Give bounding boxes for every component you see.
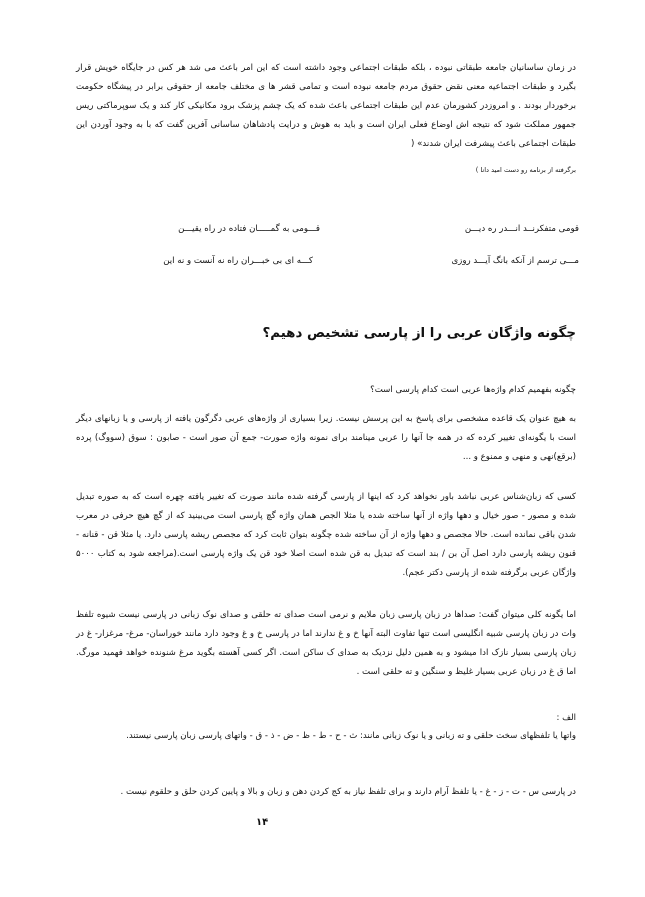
page-number: ۱۴ (256, 817, 269, 828)
paragraph-2: کسی که زبان‌شناس عربی نباشد باور نخواهد کرد که اینها از پارسی گرفته شده مانند صورت که تغییر یافته چهره است که به صوره تبدیل شده و مصور - صور خیال و دهها واژه از آنها ساخته شده یا مثلا الجص همان واژه گچ پارسی است می‌بینید که از گچ هیچ حرفی در معرب شدن باقی نمانده است. حالا مجصص و دهها واژه از آن ساخته شده چگونه بتوان ثابت کرد که مجصص ریشه پارسی دارد. یا مثلا قن - قنانه - قنون ریشه پارسی دارد اصل آن بن / بند است که تبدیل به قن شده است اصلا خود قن یک واژه پارسی است.(مراجعه شود به کتاب ۵۰۰۰ واژگان عربی برگرفته شده از پارسی دکتر عجم). (76, 492, 576, 578)
source-note: برگرفته از برنامه رو دست امید دانا ) (475, 166, 576, 174)
poem-line2-left: کـــه ای بی خبـــران راه نه آنست و نه این (163, 256, 313, 266)
poem-line2-right: مـــی ترسم از آنکه بانگ آیـــد روزی (451, 256, 579, 266)
alef-label: الف : (556, 713, 576, 723)
paragraph-3: اما یگونه کلی میتوان گفت: صداها در زبان پارسی زبان ملایم و نرمی است صدای ته حلقی و صدای نوک زبانی در پارسی نیست شیوه تلفظ وات در زبان پارسی شبیه انگلیسی است تنها تفاوت البته آنها خ و غ ندارند اما در پارسی خ و غ وجود دارد مانند خوراسان- مرغ- مرغزار- غ در زبان پارسی بسیار نازک ادا میشود و به همین دلیل نزدیک به صدای ک ساکن است. اگر کسی آهسته بگوید مرغ شنونده خواهد فهمید مورگ. اما ق غ در زبان عربی بسیار غلیظ و سنگین و ته حلقی است . (76, 610, 576, 677)
poem-line1-right: قومی متفکرنــد انـــدر ره دیـــن (464, 224, 579, 234)
poem-line1-left: قـــومی به گمـــــان فتاده در راه یقیـــن (178, 224, 320, 234)
paragraph-5: در پارسی س - ت - ز - غ - یا تلفظ آرام دارند و برای تلفظ نیاز به کج کردن دهن و زبان و بالا و پایین کردن حلق و حلقوم نیست . (120, 787, 576, 797)
subheading: چگونه بفهمیم کدام واژه‌ها عربی است کدام پارسی است؟ (370, 385, 576, 395)
section-heading: چگونه واژگان عربی را از پارسی تشخیص دهیم؟ (262, 326, 576, 341)
paragraph-1: به هیچ عنوان یک قاعده مشخصی برای پاسخ به این پرسش نیست. زیرا بسیاری از واژه‌های عربی دگرگون یافته از پارسی و یا زبانهای دیگر است با یگونه‌ای تغییر کرده که در همه جا آنها را عربی مینامند برای نمونه واژه صورت- جمع آن صور است - صابون : سوق (سووگ) پرده (برقع)نهی و منهی و ممنوع و ... (76, 414, 576, 462)
intro-paragraph: در زمان ساسانیان جامعه طبقاتی نبوده ، بلکه طبقات اجتماعی وجود داشته است که این امر باعث می شد هر کس در جایگاه خویش قرار بگیرد و طبقات اجتماعیه معنی نقض حقوق مردم جامعه نبوده است و تمامی قشر ها ی مختلف جامعه از حقوقی برابر در پیشگاه حکومت برخوردار بودند . و امروزدر کشورمان عدم این طبقات اجتماعی باعث شده که یک چشم پزشک برود مکانیکی کار کند و یک سوپرماکتی ریس جمهور مملکت شود که نتیجه اش اوضاع فعلی ایران است و باید به هوش و درایت پادشاهان ساسانی آفرین گفت که با به وجود آوردن این طبقات اجتماعی باعث پیشرفت ایران شدند» ( (76, 63, 576, 149)
paragraph-4: واتها یا تلفظهای سخت حلقی و ته زبانی و یا نوک زبانی مانند: ث - ح - ط - ظ - ض - ذ - ق - واتهای پارسی زبان پارسی نیستند. (126, 731, 576, 741)
